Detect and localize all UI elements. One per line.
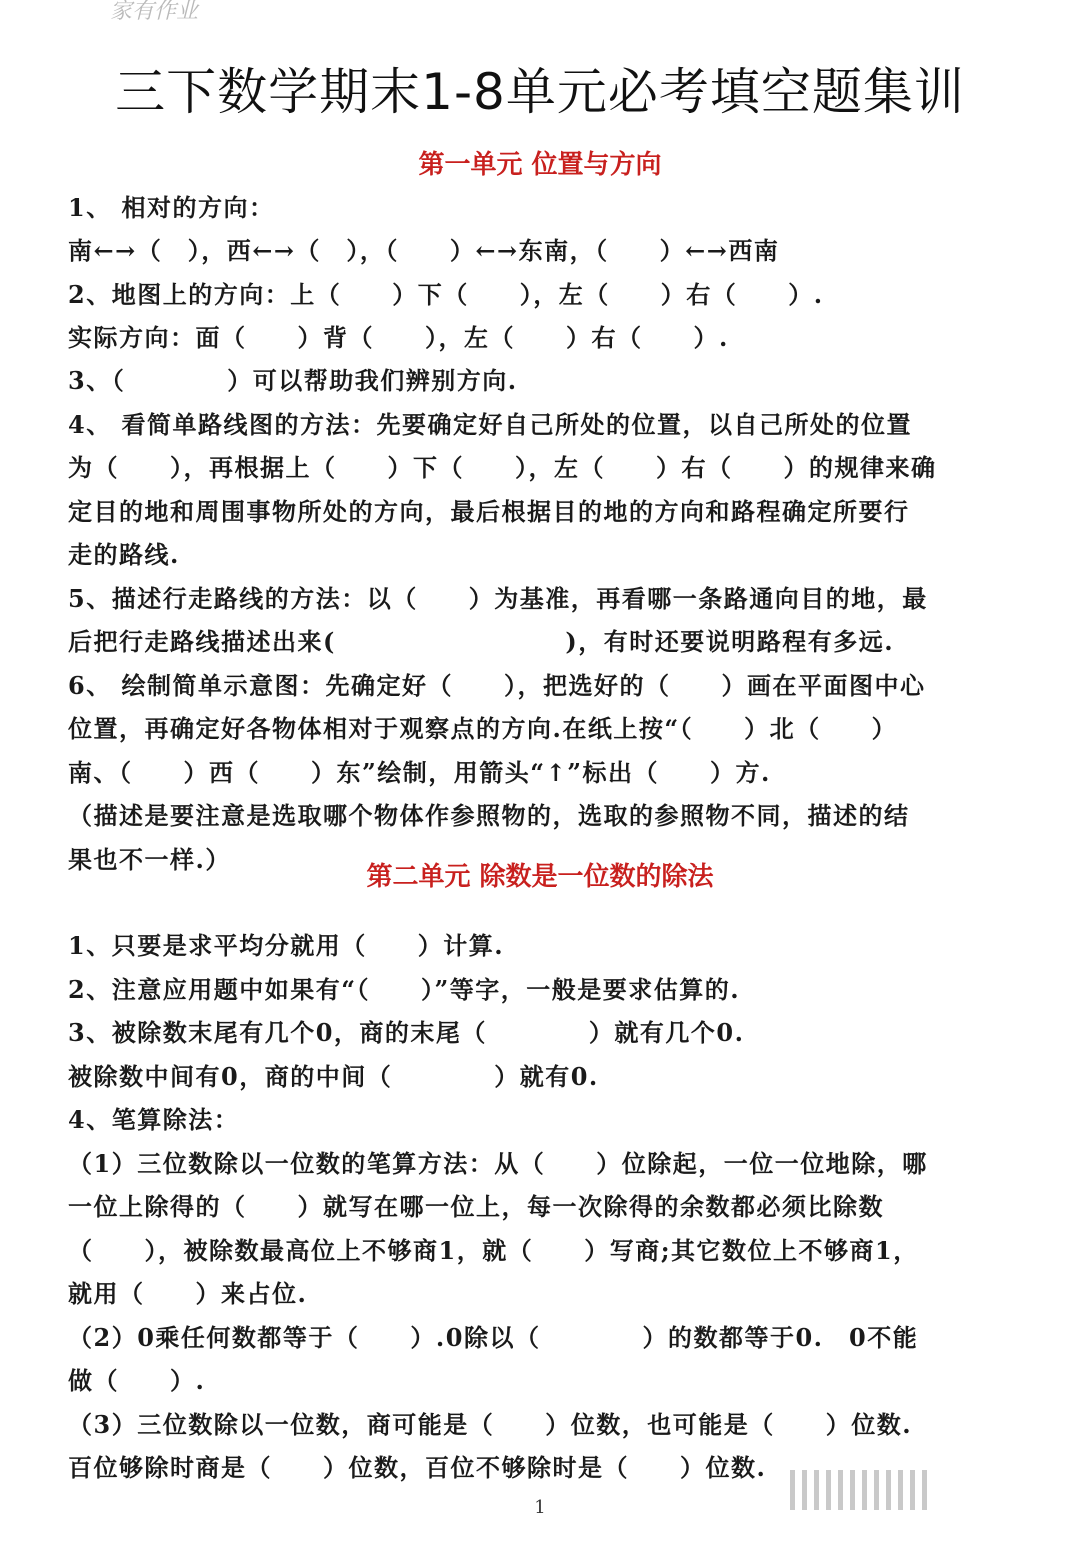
header-mark: 家有作业 bbox=[110, 0, 199, 24]
unit1-line: 4、 看简单路线图的方法：先要确定好自己所处的位置，以自己所处的位置 bbox=[68, 410, 913, 439]
unit2-line: 一位上除得的（ ）就写在哪一位上，每一次除得的余数都必须比除数 bbox=[68, 1192, 884, 1221]
unit1-line: 南←→（ ），西←→（ ），（ ）←→东南，（ ）←→西南 bbox=[68, 236, 780, 265]
unit2-line: （ ），被除数最高位上不够商1，就（ ）写商;其它数位上不够商1， bbox=[68, 1236, 919, 1265]
unit1-line: 6、 绘制简单示意图：先确定好（ ），把选好的（ ）画在平面图中心 bbox=[68, 671, 926, 700]
unit2-line: 3、被除数末尾有几个0，商的末尾（ ）就有几个0. bbox=[68, 1018, 745, 1047]
unit1-line: 为（ ），再根据上（ ）下（ ），左（ ）右（ ）的规律来确 bbox=[68, 453, 937, 482]
unit1-line: 3、（ ）可以帮助我们辨别方向. bbox=[68, 366, 518, 395]
page-number: 1 bbox=[534, 1497, 546, 1518]
unit2-line: （3）三位数除以一位数，商可能是（ ）位数，也可能是（ ）位数. bbox=[68, 1410, 913, 1439]
unit1-line: 定目的地和周围事物所处的方向，最后根据目的地的方向和路程确定所要行 bbox=[68, 497, 910, 526]
watermark-bars-icon bbox=[790, 1470, 927, 1510]
unit1-line: 果也不一样.） bbox=[68, 845, 231, 874]
unit2-line: 做（ ）. bbox=[68, 1366, 206, 1395]
unit1-heading: 第一单元 位置与方向 bbox=[418, 150, 662, 180]
unit2-line: （1）三位数除以一位数的笔算方法：从（ ）位除起，一位一位地除，哪 bbox=[68, 1149, 928, 1178]
unit2-line: 1、只要是求平均分就用（ ）计算. bbox=[68, 931, 505, 960]
unit2-line: （2）0乘任何数都等于（ ）.0除以（ ）的数都等于0. 0不能 bbox=[68, 1323, 919, 1352]
unit1-line: 后把行走路线描述出来( )，有时还要说明路程有多远. bbox=[68, 627, 895, 656]
unit1-line: 南、（ ）西（ ）东”绘制，用箭头“↑”标出（ ）方. bbox=[68, 758, 771, 787]
unit2-line: 4、笔算除法： bbox=[68, 1105, 240, 1134]
page-title: 三下数学期末1-8单元必考填空题集训 bbox=[115, 63, 965, 121]
unit1-line: 走的路线. bbox=[68, 540, 180, 569]
unit1-line: 实际方向：面（ ）背（ ），左（ ）右（ ）. bbox=[68, 323, 729, 352]
unit1-line: 2、地图上的方向：上（ ）下（ ），左（ ）右（ ）. bbox=[68, 280, 824, 309]
unit2-line: 2、注意应用题中如果有“（ ）”等字，一般是要求估算的. bbox=[68, 975, 741, 1004]
unit2-line: 被除数中间有0，商的中间（ ）就有0. bbox=[68, 1062, 599, 1091]
unit1-line: 位置，再确定好各物体相对于观察点的方向.在纸上按“（ ）北（ ） bbox=[68, 714, 898, 743]
unit1-line: 1、 相对的方向： bbox=[68, 193, 275, 222]
unit1-line: 5、描述行走路线的方法：以（ ）为基准，再看哪一条路通向目的地，最 bbox=[68, 584, 928, 613]
unit1-line: （描述是要注意是选取哪个物体作参照物的，选取的参照物不同，描述的结 bbox=[68, 801, 910, 830]
unit2-line: 就用（ ）来占位. bbox=[68, 1279, 308, 1308]
unit2-heading: 第二单元 除数是一位数的除法 bbox=[366, 862, 714, 892]
unit2-line: 百位够除时商是（ ）位数，百位不够除时是（ ）位数. bbox=[68, 1453, 767, 1482]
